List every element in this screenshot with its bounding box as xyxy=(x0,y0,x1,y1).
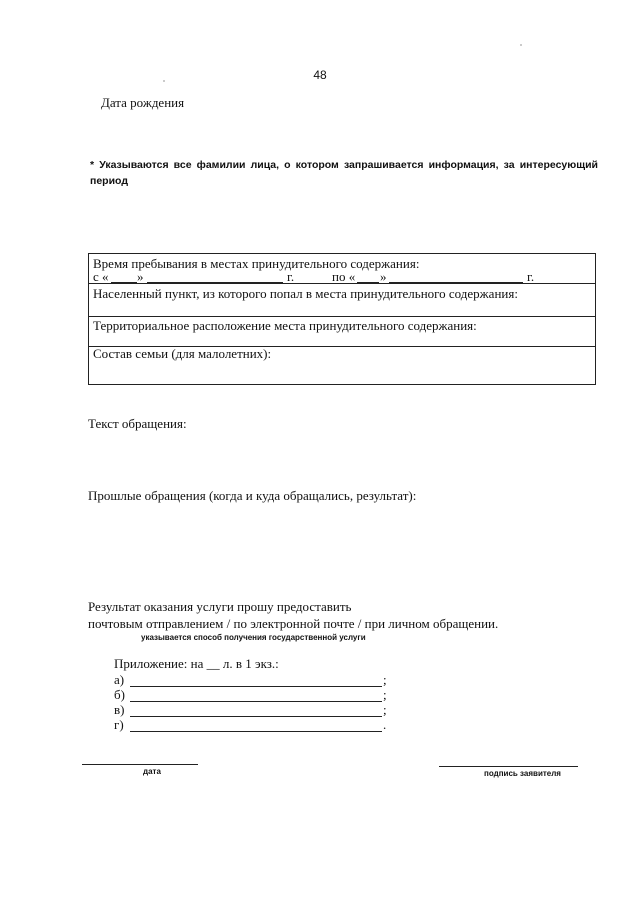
family-label: Состав семьи (для малолетних): xyxy=(93,346,272,361)
attachment-item-b xyxy=(114,687,394,703)
attachment-title: Приложение: на __ л. в 1 экз.: xyxy=(114,656,279,671)
result-line-1: Результат оказания услуги прошу предоставить xyxy=(88,599,352,614)
date-signature-line[interactable] xyxy=(82,764,198,765)
attachment-letter: г) xyxy=(114,717,124,732)
date-label: дата xyxy=(143,767,161,776)
from-close: » xyxy=(137,269,144,284)
from-prefix: с « xyxy=(93,269,109,284)
to-prefix: по « xyxy=(332,269,356,284)
location-label: Территориальное расположение места принудительного содержания: xyxy=(93,318,477,333)
attachment-letter: в) xyxy=(114,702,125,717)
page-number: 48 xyxy=(313,68,327,82)
location-row[interactable] xyxy=(89,316,595,347)
result-note: указывается способ получения государственной услуги xyxy=(141,633,366,642)
settlement-row[interactable] xyxy=(89,283,595,317)
result-line-2: почтовым отправлением / по электронной почте / при личном обращении. xyxy=(88,616,499,631)
attachment-item-c xyxy=(114,702,394,718)
footnote: * Указываются все фамилии лица, о котором запрашивается информация, за интересующий период xyxy=(90,159,598,187)
attachment-end: ; xyxy=(383,702,387,717)
birth-date-label: Дата рождения xyxy=(101,95,185,110)
past-appeals-label: Прошлые обращения (когда и куда обращались, результат): xyxy=(88,488,417,503)
attachment-item-a xyxy=(114,672,394,688)
applicant-signature-label: подпись заявителя xyxy=(484,769,561,778)
attachment-item-d xyxy=(114,717,394,733)
family-row[interactable] xyxy=(89,346,595,386)
attachment-end: . xyxy=(383,717,387,732)
attachment-list xyxy=(114,672,394,734)
attachment-line[interactable] xyxy=(130,731,382,732)
stay-period-label: Время пребывания в местах принудительного содержания: xyxy=(93,256,420,271)
detention-info-table xyxy=(88,253,596,385)
stay-period-row xyxy=(89,254,595,284)
scan-speck xyxy=(163,80,165,82)
attachment-end: ; xyxy=(383,672,387,687)
scan-speck xyxy=(520,44,522,46)
attachment-letter: б) xyxy=(114,687,125,702)
applicant-signature-line[interactable] xyxy=(439,766,578,767)
attachment-letter: а) xyxy=(114,672,125,687)
to-close: » xyxy=(380,269,387,284)
settlement-label: Населенный пункт, из которого попал в места принудительного содержания: xyxy=(93,286,518,301)
attachment-end: ; xyxy=(383,687,387,702)
year-mark-1: г. xyxy=(287,269,295,284)
year-mark-2: г. xyxy=(527,269,535,284)
appeal-text-label: Текст обращения: xyxy=(88,416,187,431)
